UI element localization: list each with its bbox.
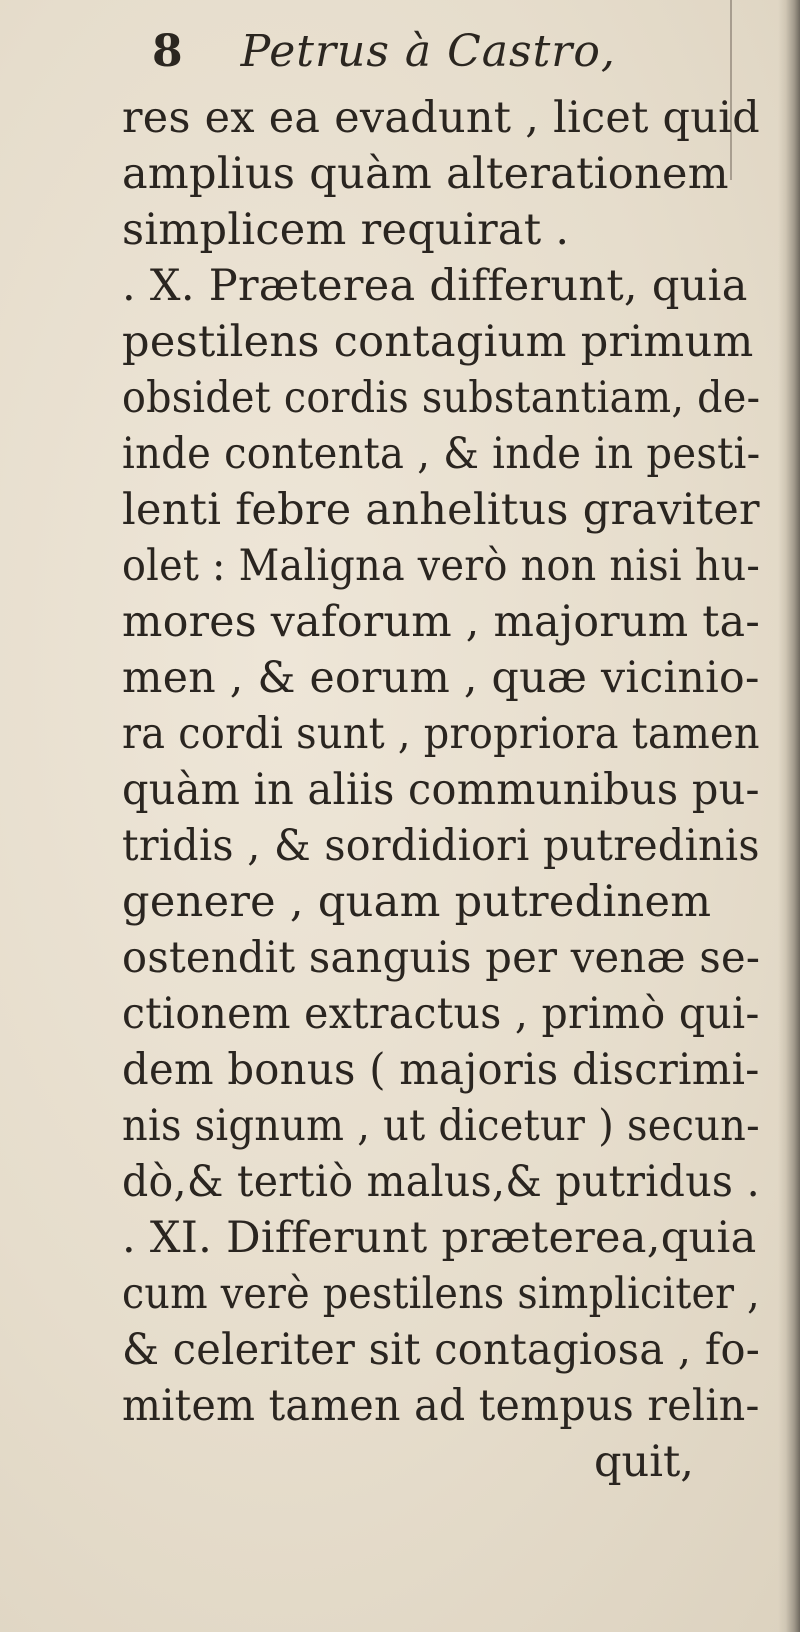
text-line: nis signum , ut dicetur ) secun- bbox=[122, 1101, 760, 1151]
text-line: olet : Maligna verò non nisi hu- bbox=[122, 541, 761, 591]
text-line: quàm in aliis communibus pu- bbox=[122, 765, 760, 815]
text-line: amplius quàm alterationem bbox=[122, 149, 729, 199]
text-line: ctionem extractus , primò qui- bbox=[122, 989, 760, 1039]
text-line: . XI. Differunt præterea,quia bbox=[122, 1213, 757, 1263]
text-line: cum verè pestilens simpliciter , bbox=[122, 1269, 761, 1319]
text-line: ra cordi sunt , propriora tamen bbox=[122, 709, 760, 759]
text-line: & celeriter sit contagiosa , fo- bbox=[122, 1325, 761, 1375]
text-line: ostendit sanguis per venæ se- bbox=[122, 933, 761, 983]
text-line: obsidet cordis substantiam, de- bbox=[122, 373, 761, 423]
text-line: lenti febre anhelitus graviter bbox=[122, 485, 760, 535]
text-line: men , & eorum , quæ vicinio- bbox=[122, 653, 760, 703]
text-line: mitem tamen ad tempus relin- bbox=[122, 1381, 760, 1431]
running-head-title: Petrus à Castro, bbox=[240, 26, 616, 77]
text-line: dem bonus ( majoris discrimi- bbox=[122, 1045, 760, 1095]
text-line: . X. Præterea differunt, quia bbox=[122, 261, 748, 311]
text-line: simplicem requirat . bbox=[122, 205, 570, 255]
text-line: res ex ea evadunt , licet quid bbox=[122, 93, 760, 143]
page-number: 8 bbox=[152, 26, 183, 77]
text-line: genere , quam putredinem bbox=[122, 877, 712, 927]
text-line: mores vaforum , majorum ta- bbox=[122, 597, 761, 647]
text-line: inde contenta , & inde in pesti- bbox=[122, 429, 761, 479]
catchword: quit, bbox=[594, 1437, 694, 1487]
text-line: tridis , & sordidiori putredinis bbox=[122, 821, 760, 871]
text-line: dò,& tertiò malus,& putridus . bbox=[122, 1157, 760, 1207]
text-line: pestilens contagium primum bbox=[122, 317, 754, 367]
